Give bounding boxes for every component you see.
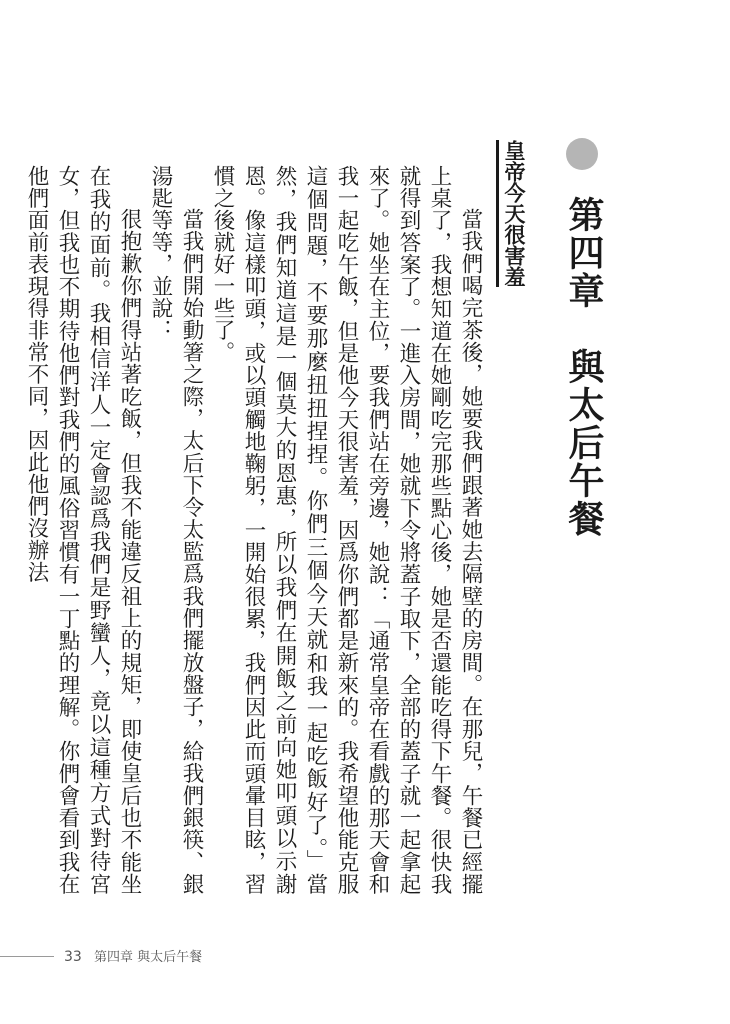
running-title: 第四章 與太后午餐 xyxy=(93,950,203,965)
paragraph-3: 很抱歉你們得站著吃飯，但我不能違反祖上的規矩，即使皇后也不能坐在我的面前。我相信洋人一定會認爲我們是野蠻人，竟以這種方式對待宮女，但我也不期待他們對我們的風俗習慣有一丁點的理解。你們會看到我在他們面前表現得非常不同，因此他們沒辦法 xyxy=(24,165,142,895)
chapter-marker-dot xyxy=(566,138,598,170)
chapter-title: 第四章 與太后午餐 xyxy=(563,196,605,538)
page-footer xyxy=(64,946,202,965)
paragraph-1: 當我們喝完茶後，她要我們跟著她去隔壁的房間。在那兒，午餐已經擺上桌了，我想知道在她剛吃完那些點心後，她是否還能吃得下午餐。很快我就得到答案了。一進入房間，她就下令將蓋子取下，全部的蓋子就一起拿起來了。她坐在主位，要我們站在旁邊，她說：「通常皇帝在看戲的那天會和我一起吃午飯，但是他今天很害羞，因爲你們都是新來的。我希望他能克服這個問題，不要那麼扭扭捏捏。你們三個今天就和我一起吃飯好了。」當然，我們知道這是一個莫大的恩惠，所以我們在開飯之前向她叩頭以示謝恩。像這樣叩頭，或以頭觸地鞠躬，一開始很累，我們因此而頭暈目眩，習慣之後就好一些了。 xyxy=(210,165,483,895)
body-text xyxy=(21,165,486,895)
footer-rule xyxy=(0,956,54,957)
section-heading: 皇帝今天很害羞 xyxy=(496,140,527,287)
page-number: 33 xyxy=(64,949,82,965)
paragraph-2: 當我們開始動箸之際，太后下令太監爲我們擺放盤子，給我們銀筷、銀湯匙等等，並說： xyxy=(148,165,204,895)
